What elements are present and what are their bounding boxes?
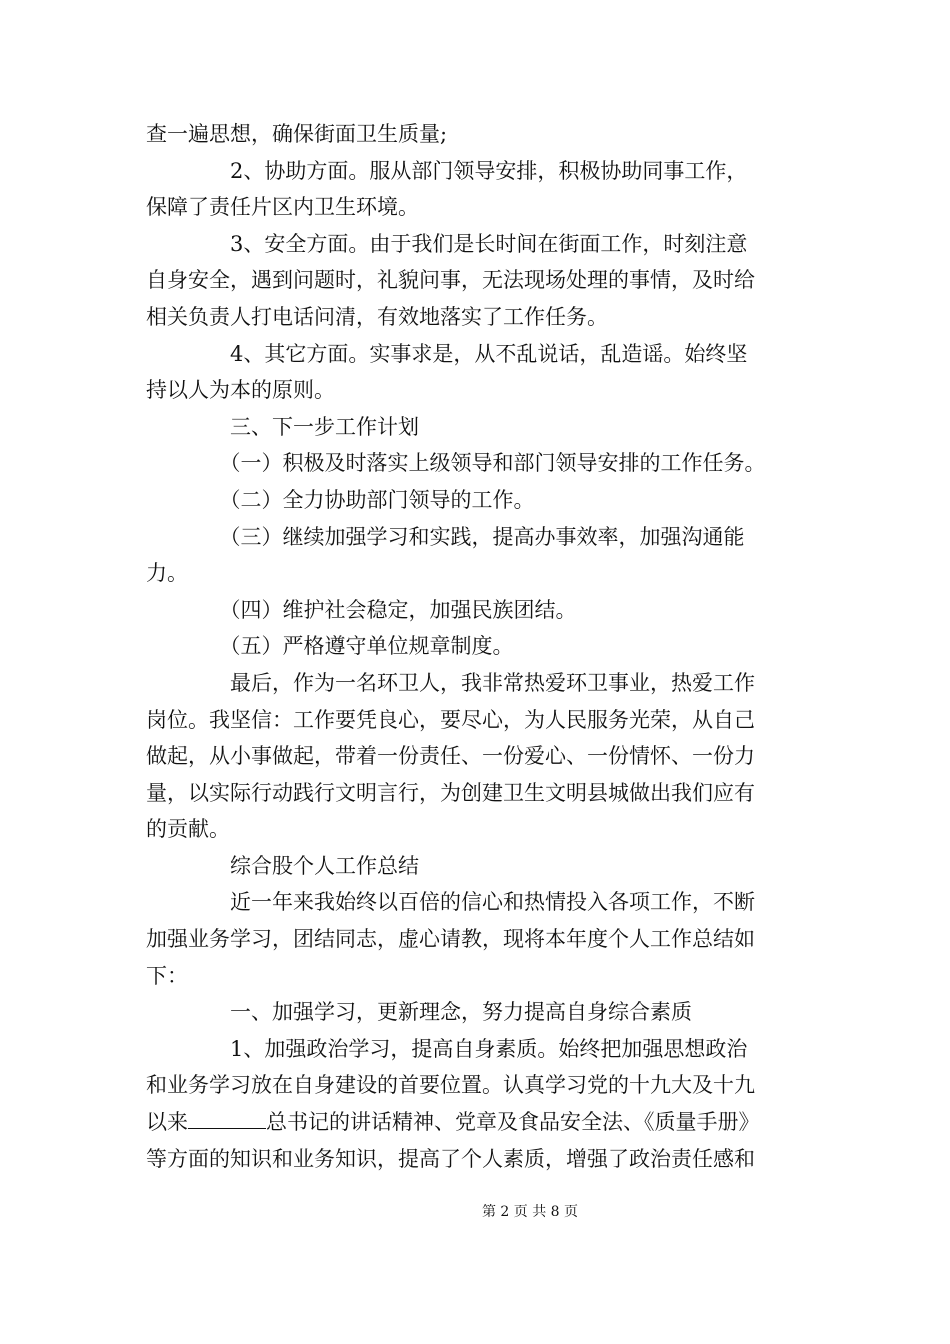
section-heading: 三、下一步工作计划 (146, 414, 419, 439)
text-line: 4、其它方面。实事求是，从不乱说话，乱造谣。始终坚 (146, 341, 748, 366)
blank-after: 总书记的讲话精神、党章及食品安全法、《质量手册》 (266, 1110, 760, 1135)
text-line: 3、安全方面。由于我们是长时间在街面工作，时刻注意 (146, 231, 748, 256)
page-number: 第 2 页 共 8 页 (481, 1204, 579, 1220)
text-line: 查一遍思想，确保街面卫生质量; (146, 122, 448, 146)
text-line: 近一年来我始终以百倍的信心和热情投入各项工作，不断 (146, 890, 755, 915)
text-line: 岗位。我坚信：工作要凭良心，要尽心，为人民服务光荣，从自己 (146, 707, 755, 732)
text-line: 保障了责任片区内卫生环境。 (146, 195, 419, 220)
text-line: （四）维护社会稳定，加强民族团结。 (146, 597, 577, 622)
blank-before: 以来 (146, 1110, 188, 1135)
text-line: 相关负责人打电话问清，有效地落实了工作任务。 (146, 304, 608, 329)
text-line: （一）积极及时落实上级领导和部门领导安排的工作任务。 (146, 451, 766, 476)
text-line: 持以人为本的原则。 (146, 378, 335, 403)
text-line: 量，以实际行动践行文明言行，为创建卫生文明县城做出我们应有 (146, 780, 755, 805)
text-line: 1、加强政治学习，提高自身素质。始终把加强思想政治 (146, 1036, 748, 1061)
text-line: 和业务学习放在自身建设的首要位置。认真学习党的十九大及十九 (146, 1073, 755, 1098)
page-footer (0, 1202, 950, 1222)
section-heading: 一、加强学习，更新理念，努力提高自身综合素质 (146, 1000, 692, 1025)
text-line: 2、协助方面。服从部门领导安排，积极协助同事工作， (146, 158, 748, 183)
text-line: （二）全力协助部门领导的工作。 (146, 487, 535, 512)
text-line: （五）严格遵守单位规章制度。 (146, 634, 514, 659)
text-line: 的贡献。 (146, 817, 230, 842)
section-title: 综合股个人工作总结 (146, 853, 419, 878)
text-line: （三）继续加强学习和实践，提高办事效率，加强沟通能 (146, 524, 745, 549)
body-text (146, 116, 806, 1177)
text-line: 最后，作为一名环卫人，我非常热爱环卫事业，热爱工作 (146, 670, 755, 695)
text-line: 等方面的知识和业务知识，提高了个人素质，增强了政治责任感和 (146, 1146, 755, 1171)
text-line: 做起，从小事做起，带着一份责任、一份爱心、一份情怀、一份力 (146, 744, 755, 769)
text-line: 力。 (146, 561, 188, 586)
text-line-with-blank (146, 1104, 806, 1141)
text-line: 加强业务学习，团结同志，虚心请教，现将本年度个人工作总结如 (146, 927, 755, 952)
text-line: 自身安全，遇到问题时，礼貌问事，无法现场处理的事情，及时给 (146, 268, 755, 293)
fill-in-blank (188, 1110, 266, 1129)
text-line: 下： (146, 963, 188, 988)
